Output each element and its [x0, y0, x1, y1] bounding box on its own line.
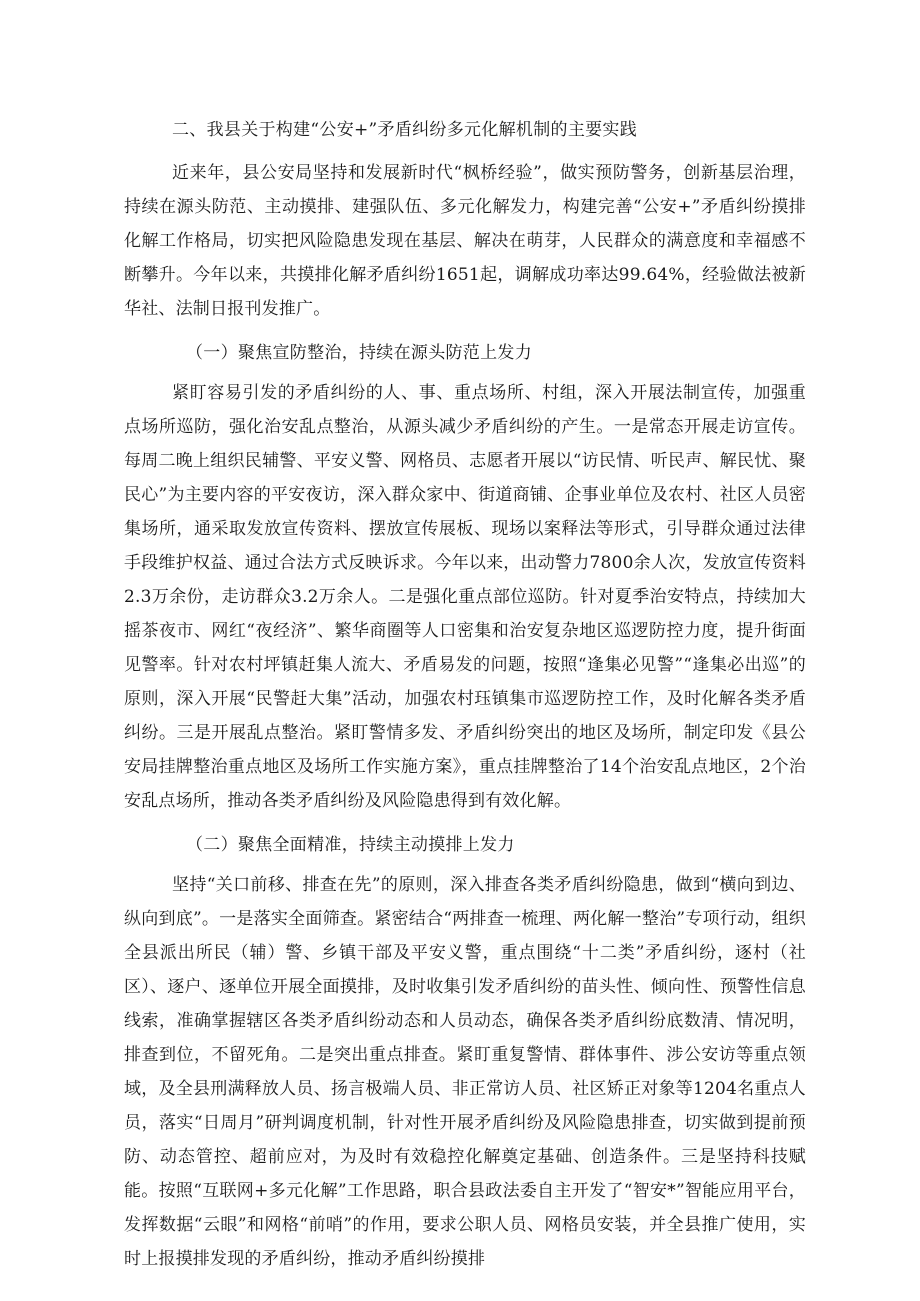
- section2-heading: （二）聚焦全面精准，持续主动摸排上发力: [186, 835, 515, 855]
- section1-paragraph: 紧盯容易引发的矛盾纠纷的人、事、重点场所、村组，深入开展法制宣传，加强重点场所巡防，强化治安乱点整治，从源头减少矛盾纠纷的产生。一是常态开展走访宣传。每周二晚上组织民辅警、平安义警、网格员、志愿者开展以“访民情、听民声、解民忧、聚民心”为主要内容的平安夜访，深入群众家中、街道商铺、企事业单位及农村、社区人员密集场所，通采取发放宣传资料、摆放宣传展板、现场以案释法等形式，引导群众通过法律手段维护权益、通过合法方式反映诉求。今年以来，出动警力7800余人次，发放宣传资料2.3万余份，走访群众3.2万余人。二是强化重点部位巡防。针对夏季治安特点，持续加大摇茶夜市、网红“夜经济”、繁华商圈等人口密集和治安复杂地区巡逻防控力度，提升街面见警率。针对农村坪镇赶集人流大、矛盾易发的问题，按照“逢集必见警”“逢集必出巡”的原则，深入开展“民警赶大集”活动，加强农村珏镇集市巡逻防控工作，及时化解各类矛盾纠纷。三是开展乱点整治。紧盯警情多发、矛盾纠纷突出的地区及场所，制定印发《县公安局挂牌整治重点地区及场所工作实施方案》，重点挂牌整治了14个治安乱点地区，2个治安乱点场所，推动各类矛盾纠纷及风险隐患得到有效化解。: [124, 383, 806, 811]
- intro-paragraph: 近来年，县公安局坚持和发展新时代“枫桥经验”，做实预防警务，创新基层治理，持续在源头防范、主动摸排、建强队伍、多元化解发力，构建完善“公安+”矛盾纠纷摸排化解工作格局，切实把风险隐患发现在基层、解决在萌芽，人民群众的满意度和幸福感不断攀升。今年以来，共摸排化解矛盾纠纷1651起，调解成功率达99.64%，经验做法被新华社、法制日报刊发推广。: [124, 163, 806, 319]
- section2-paragraph: 坚持“关口前移、排查在先”的原则，深入排查各类矛盾纠纷隐患，做到“横向到边、纵向到底”。一是落实全面筛查。紧密结合“两排查一梳理、两化解一整治”专项行动，组织全县派出所民（辅）警、乡镇干部及平安义警，重点围绕“十二类”矛盾纠纷，逐村（社区）、逐户、逐单位开展全面摸排，及时收集引发矛盾纠纷的苗头性、倾向性、预警性信息线索，准确掌握辖区各类矛盾纠纷动态和人员动态，确保各类矛盾纠纷底数清、情况明，排查到位，不留死角。二是突出重点排查。紧盯重复警情、群体事件、涉公安访等重点领域，及全县刑满释放人员、扬言极端人员、非正常访人员、社区矫正对象等1204名重点人员，落实“日周月”研判调度机制，针对性开展矛盾纠纷及风险隐患排查，切实做到提前预防、动态管控、超前应对，为及时有效稳控化解奠定基础、创造条件。三是坚持科技赋能。按照“互联网+多元化解”工作思路，职合县政法委自主开发了“智安*”智能应用平台，发挥数据“云眼”和网格“前哨”的作用，要求公职人员、网格员安装，并全县推广使用，实时上报摸排发现的矛盾纠纷，推动矛盾纠纷摸排: [124, 875, 806, 1269]
- section-main-heading: 二、我县关于构建“公安+”矛盾纠纷多元化解机制的主要实践: [172, 120, 638, 140]
- section1-heading: （一）聚焦宣防整治，持续在源头防范上发力: [186, 343, 532, 363]
